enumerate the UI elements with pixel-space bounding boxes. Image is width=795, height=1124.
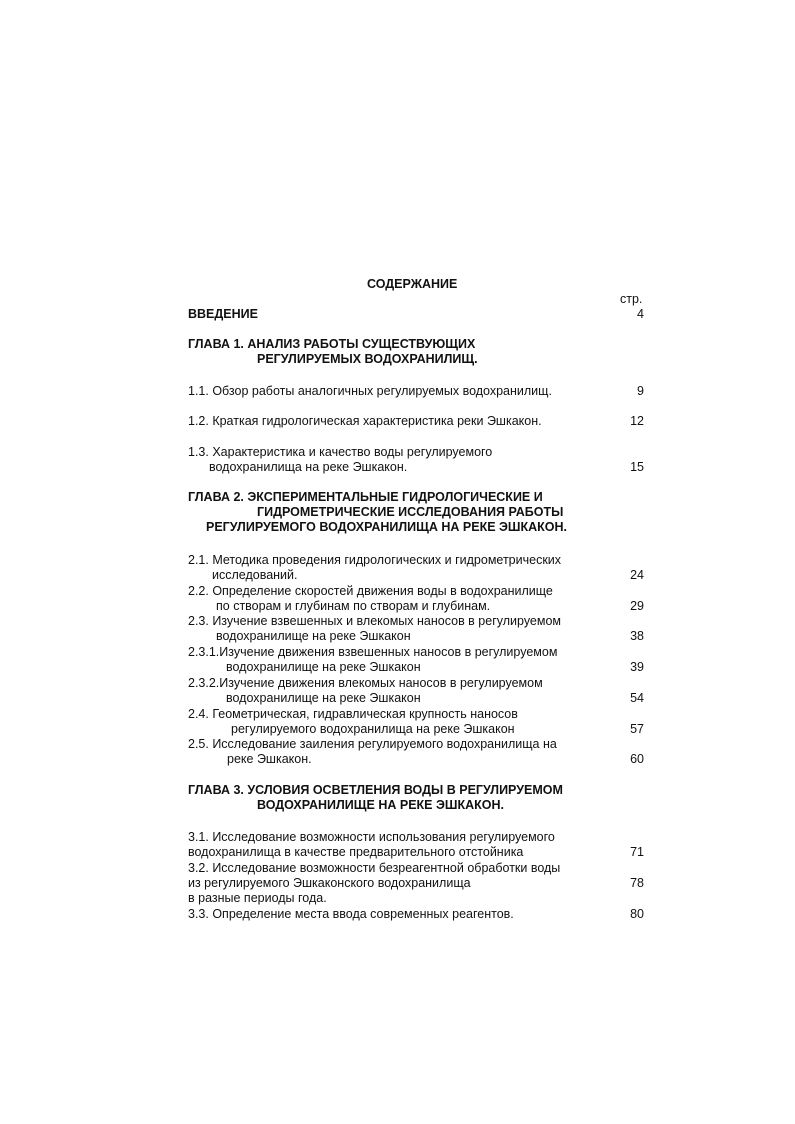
- toc-item-2-2-page: 29: [630, 599, 644, 613]
- chapter2-heading-line1: ГЛАВА 2. ЭКСПЕРИМЕНТАЛЬНЫЕ ГИДРОЛОГИЧЕСКИЕ И: [188, 490, 543, 504]
- toc-item-2-3-1: 2.3.1.Изучение движения взвешенных наносов в регулируемом: [188, 645, 558, 659]
- toc-item-2-3-cont: водохранилище на реке Эшкакон: [216, 629, 411, 643]
- chapter2-heading-line2: ГИДРОМЕТРИЧЕСКИЕ ИССЛЕДОВАНИЯ РАБОТЫ: [257, 505, 564, 519]
- toc-intro-label: ВВЕДЕНИЕ: [188, 307, 258, 321]
- toc-item-1-1: 1.1. Обзор работы аналогичных регулируемых водохранилищ.: [188, 384, 552, 398]
- toc-item-2-3-2-page: 54: [630, 691, 644, 705]
- chapter3-heading-line1: ГЛАВА 3. УСЛОВИЯ ОСВЕТЛЕНИЯ ВОДЫ В РЕГУЛИРУЕМОМ: [188, 783, 563, 797]
- toc-item-2-3-1-page: 39: [630, 660, 644, 674]
- toc-item-2-1-page: 24: [630, 568, 644, 582]
- toc-item-1-3: 1.3. Характеристика и качество воды регулируемого: [188, 445, 493, 459]
- toc-title: СОДЕРЖАНИЕ: [367, 277, 458, 291]
- toc-item-2-4-cont: регулируемого водохранилища на реке Эшкакон: [231, 722, 515, 736]
- chapter1-heading-line2: РЕГУЛИРУЕМЫХ ВОДОХРАНИЛИЩ.: [257, 352, 478, 366]
- toc-item-1-2-page: 12: [630, 414, 644, 428]
- toc-item-3-1: 3.1. Исследование возможности использования регулируемого: [188, 830, 555, 844]
- toc-item-2-3-2: 2.3.2.Изучение движения влекомых наносов в регулируемом: [188, 676, 543, 690]
- page-column-label: стр.: [620, 292, 643, 306]
- toc-item-3-2-cont: из регулируемого Эшкаконского водохранилища: [188, 876, 471, 890]
- toc-item-2-5-cont: реке Эшкакон.: [227, 752, 312, 766]
- toc-item-3-3: 3.3. Определение места ввода современных реагентов.: [188, 907, 514, 921]
- toc-item-2-5: 2.5. Исследование заиления регулируемого водохранилища на: [188, 737, 557, 751]
- toc-item-3-1-cont: водохранилища в качестве предварительного отстойника: [188, 845, 524, 859]
- toc-item-1-1-page: 9: [637, 384, 644, 398]
- toc-item-2-4: 2.4. Геометрическая, гидравлическая крупность наносов: [188, 707, 518, 721]
- toc-intro-page: 4: [637, 307, 644, 321]
- toc-item-1-3-cont: водохранилища на реке Эшкакон.: [209, 460, 408, 474]
- toc-item-3-2: 3.2. Исследование возможности безреагентной обработки воды: [188, 861, 561, 875]
- toc-item-2-5-page: 60: [630, 752, 644, 766]
- toc-item-2-3-page: 38: [630, 629, 644, 643]
- chapter3-heading-line2: ВОДОХРАНИЛИЩЕ НА РЕКЕ ЭШКАКОН.: [257, 798, 504, 812]
- toc-item-2-3: 2.3. Изучение взвешенных и влекомых наносов в регулируемом: [188, 614, 562, 628]
- toc-item-2-4-page: 57: [630, 722, 644, 736]
- toc-item-3-1-page: 71: [630, 845, 644, 859]
- toc-item-2-2-cont: по створам и глубинам по створам и глубинам.: [216, 599, 491, 613]
- toc-item-2-2: 2.2. Определение скоростей движения воды в водохранилище: [188, 584, 553, 598]
- chapter2-heading-line3: РЕГУЛИРУЕМОГО ВОДОХРАНИЛИЩА НА РЕКЕ ЭШКАКОН.: [206, 520, 567, 534]
- toc-item-2-1-cont: исследований.: [212, 568, 298, 582]
- toc-item-2-3-1-cont: водохранилище на реке Эшкакон: [226, 660, 421, 674]
- toc-item-1-3-page: 15: [630, 460, 644, 474]
- toc-item-3-2-page: 78: [630, 876, 644, 890]
- toc-item-3-3-page: 80: [630, 907, 644, 921]
- toc-item-3-2-cont2: в разные периоды года.: [188, 891, 327, 905]
- toc-item-1-2: 1.2. Краткая гидрологическая характеристика реки Эшкакон.: [188, 414, 542, 428]
- chapter1-heading-line1: ГЛАВА 1. АНАЛИЗ РАБОТЫ СУЩЕСТВУЮЩИХ: [188, 337, 476, 351]
- toc-item-2-3-2-cont: водохранилище на реке Эшкакон: [226, 691, 421, 705]
- toc-item-2-1: 2.1. Методика проведения гидрологических и гидрометрических: [188, 553, 562, 567]
